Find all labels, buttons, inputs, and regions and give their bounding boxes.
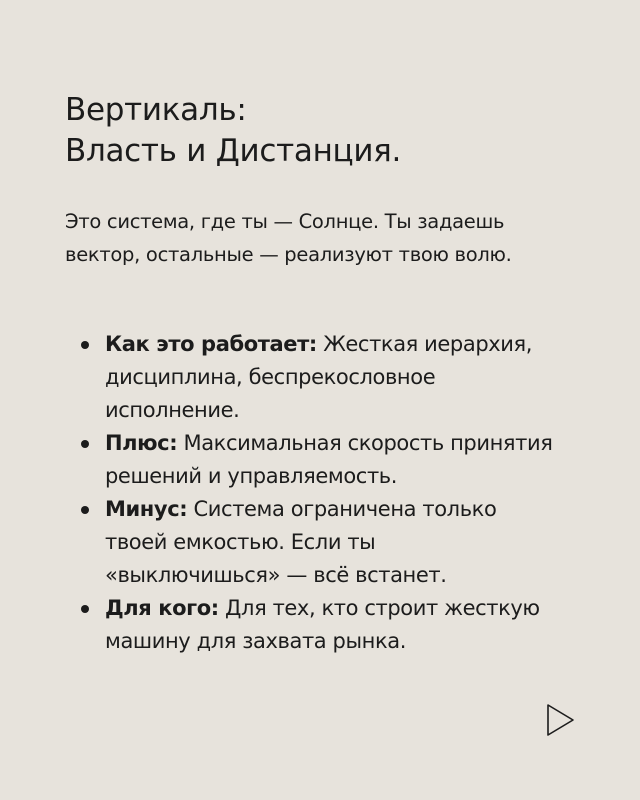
bullet-term: Как это работает: (105, 332, 317, 356)
bullet-text: Для тех, кто строит жесткую машину для захвата рынка. (105, 596, 540, 653)
bullet-term: Минус: (105, 497, 188, 521)
bullet-for-whom (105, 592, 555, 658)
intro-paragraph: Это система, где ты — Солнце. Ты задаешь вектор, остальные — реализуют твою волю. (65, 210, 512, 266)
bullet-dot-icon (81, 341, 89, 349)
title-line-1: Вертикаль: (65, 92, 247, 128)
bullet-text: Система ограничена только твоей емкостью. Если ты «выключишься» — всё встанет. (105, 497, 497, 587)
bullet-text: Жесткая иерархия, дисциплина, беспрекословное исполнение. (105, 332, 533, 422)
slide-content (65, 90, 565, 653)
bullet-plus (105, 427, 555, 493)
slide-title (65, 90, 565, 172)
bullet-list (105, 328, 555, 658)
bullet-dot-icon (81, 605, 89, 613)
bullet-dot-icon (81, 506, 89, 514)
bullet-minus (105, 493, 555, 592)
title-line-2: Власть и Дистанция. (65, 133, 402, 169)
bullet-text: Максимальная скорость принятия решений и управляемость. (105, 431, 553, 488)
play-triangle-icon (546, 703, 576, 737)
bullet-dot-icon (81, 440, 89, 448)
bullet-how-it-works (105, 328, 555, 427)
bullet-term: Для кого: (105, 596, 219, 620)
next-slide-button[interactable] (546, 703, 576, 737)
bullet-term: Плюс: (105, 431, 178, 455)
